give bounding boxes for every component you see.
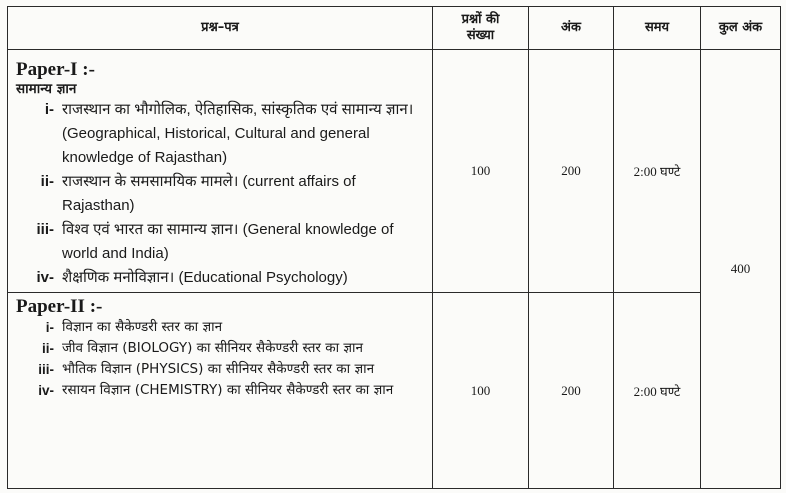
list-item [16, 218, 424, 266]
header-row [8, 7, 781, 50]
exam-scheme-table [7, 6, 781, 489]
list-item-text: भौतिक विज्ञान (PHYSICS) का सीनियर सैकेण्डरी स्तर का ज्ञान [62, 361, 375, 377]
paper-2-marks: 200 [529, 293, 614, 489]
paper-1-row [8, 50, 781, 293]
header-marks-label: अंक [561, 20, 581, 35]
list-item-number: i- [44, 101, 54, 118]
paper-2-question-count: 100 [433, 293, 529, 489]
paper-2-syllabus [8, 293, 433, 489]
paper-1-subtitle: सामान्य ज्ञान [16, 81, 77, 97]
list-item-text: राजस्थान का भौगोलिक, ऐतिहासिक, सांस्कृतिक एवं सामान्य ज्ञान। (Geographical, Historical, Cultural and general knowledge of Rajasthan) [62, 101, 414, 166]
header-count-line2: संख्या [466, 28, 495, 43]
list-item [16, 359, 424, 380]
paper-2-title: Paper-II :- [16, 296, 103, 317]
list-item-number: ii- [40, 173, 54, 190]
paper-2-time: 2:00 घण्टे [614, 293, 701, 489]
header-time [614, 7, 701, 50]
list-item-text: जीव विज्ञान (BIOLOGY) का सीनियर सैकेण्डरी स्तर का ज्ञान [62, 340, 364, 356]
header-count-line1: प्रश्नों की [461, 12, 500, 27]
list-item [16, 98, 424, 170]
paper-1-time: 2:00 घण्टे [614, 50, 701, 293]
list-item [16, 170, 424, 218]
paper-1-title: Paper-I :- [16, 59, 95, 80]
list-item [16, 338, 424, 359]
list-item-text: शैक्षणिक मनोविज्ञान। (Educational Psychology) [62, 269, 348, 286]
list-item-number: i- [45, 320, 54, 335]
header-total-label: कुल अंक [718, 20, 763, 35]
list-item-number: iv- [38, 383, 54, 398]
list-item-number: ii- [42, 341, 54, 356]
header-question-count [433, 7, 529, 50]
list-item [16, 266, 424, 290]
list-item-text: विज्ञान का सैकेण्डरी स्तर का ज्ञान [62, 319, 223, 335]
total-marks: 400 [701, 50, 781, 489]
header-time-label: समय [644, 20, 670, 35]
paper-1-marks: 200 [529, 50, 614, 293]
paper-1-syllabus [8, 50, 433, 293]
list-item-text: राजस्थान के समसामयिक मामले। (current affairs of Rajasthan) [62, 173, 356, 214]
paper-2-row [8, 293, 781, 489]
list-item-text: विश्व एवं भारत का सामान्य ज्ञान। (General knowledge of world and India) [62, 221, 394, 262]
list-item [16, 380, 424, 401]
list-item-number: iii- [38, 362, 54, 377]
list-item-number: iv- [36, 269, 54, 286]
header-paper-label: प्रश्न–पत्र [201, 20, 239, 35]
list-item [16, 317, 424, 338]
paper-1-question-count: 100 [433, 50, 529, 293]
header-marks [529, 7, 614, 50]
header-total-marks [701, 7, 781, 50]
header-paper [8, 7, 433, 50]
list-item-number: iii- [36, 221, 54, 238]
list-item-text: रसायन विज्ञान (CHEMISTRY) का सीनियर सैकेण्डरी स्तर का ज्ञान [62, 382, 394, 398]
